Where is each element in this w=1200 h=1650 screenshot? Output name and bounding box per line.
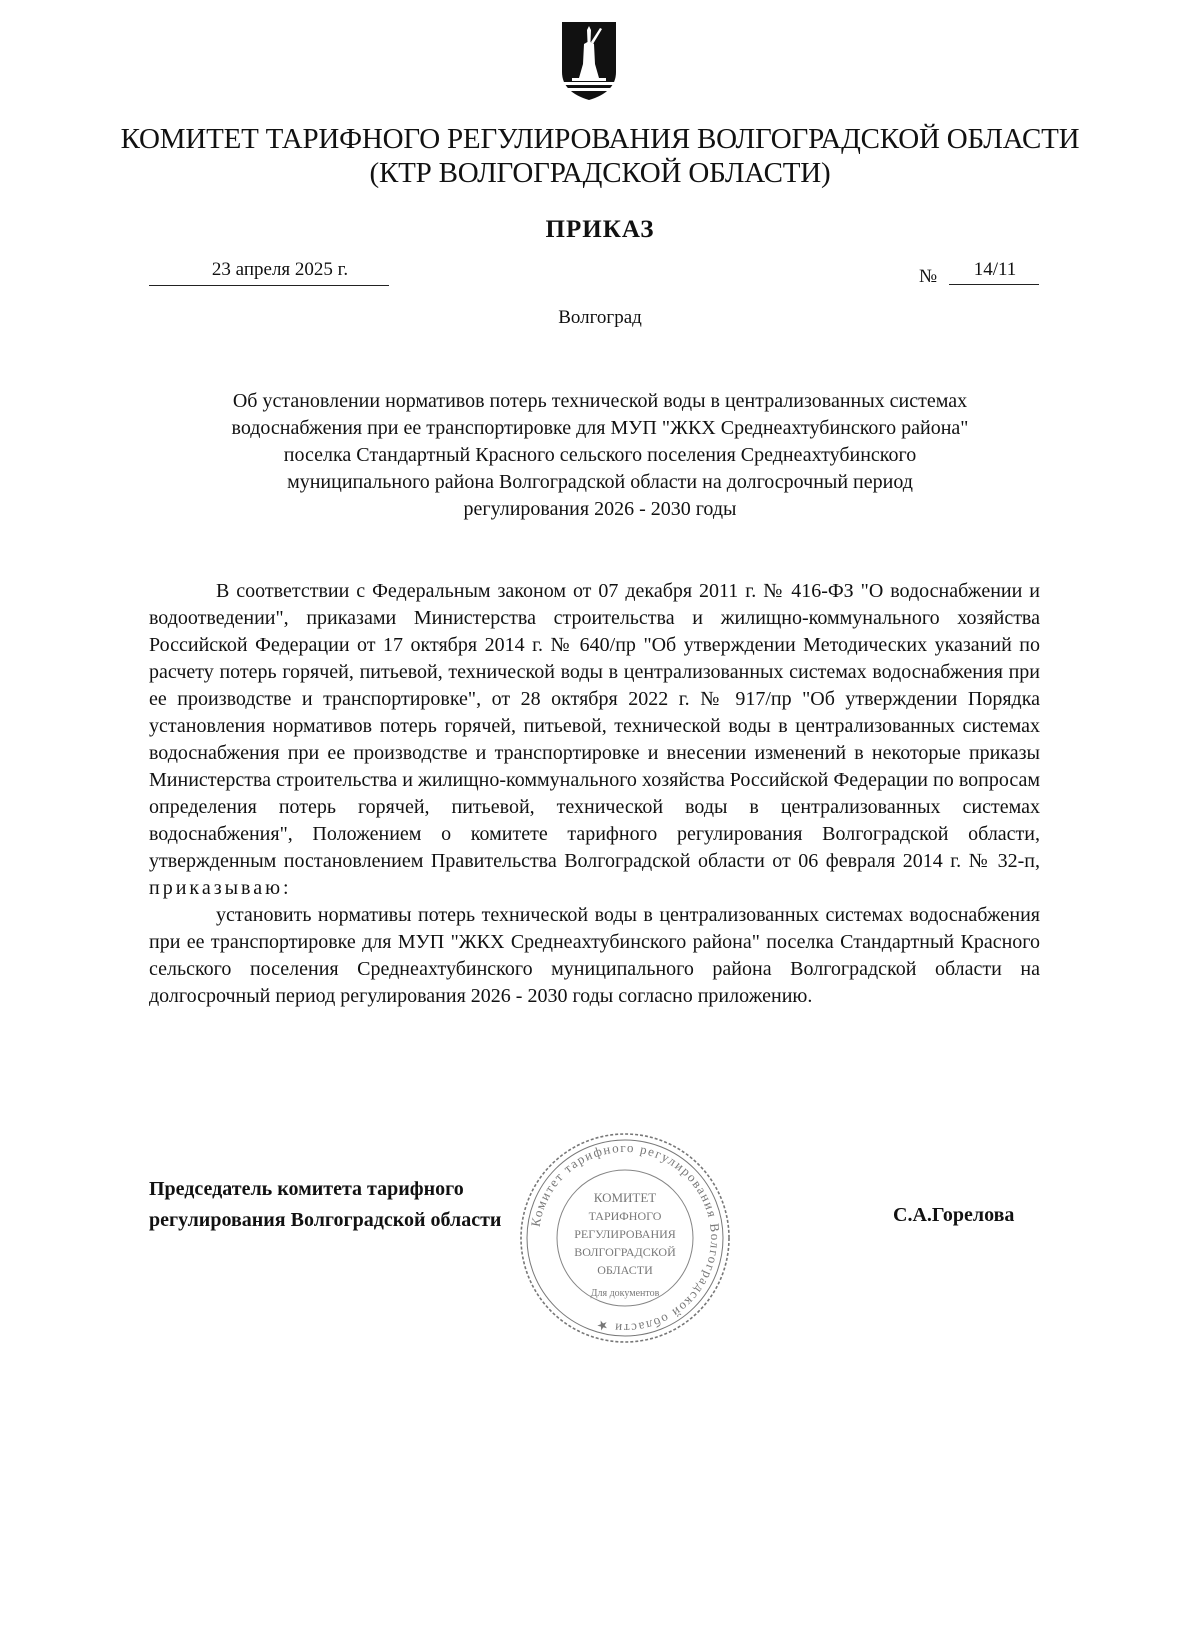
- stamp-inner-line: КОМИТЕТ: [593, 1190, 657, 1205]
- number-underline: [949, 284, 1039, 285]
- organization-short-name: (КТР ВОЛГОГРАДСКОЙ ОБЛАСТИ): [369, 157, 831, 189]
- date-underline: [149, 285, 389, 286]
- city: Волгоград: [558, 307, 642, 328]
- operative-paragraph: установить нормативы потерь технической воды в централизованных системах водоснабжения при ее транспортировке для МУП "ЖКХ Среднеахтубинского района" поселка Стандартный Красного сельского поселения Среднеахтубинского муниципального района Волгоградской области на долгосрочный период регулирования 2026 - 2030 годы согласно приложению.: [149, 904, 1040, 1007]
- signer-name: С.А.Горелова: [893, 1204, 1015, 1226]
- order-title: [140, 388, 1060, 523]
- signer-position: [149, 1174, 501, 1236]
- stamp-inner-line: ТАРИФНОГО: [588, 1209, 662, 1223]
- order-date-field: [149, 258, 389, 286]
- signer-position-line: регулирования Волгоградской области: [149, 1209, 502, 1231]
- title-line: поселка Стандартный Красного сельского поселения Среднеахтубинского: [283, 444, 917, 466]
- number-sign: №: [919, 266, 938, 287]
- document-type: ПРИКАЗ: [545, 216, 655, 243]
- title-line: водоснабжения при ее транспортировке для МУП "ЖКХ Среднеахтубинского района": [231, 417, 969, 439]
- preamble-text: В соответствии с Федеральным законом от 07 декабря 2011 г. № 416-ФЗ "О водоснабжении и водоотведении", приказами Министерства строительства и жилищно-коммунального хозяйства Российской Федерации от 17 октября 2014 г. № 640/пр "Об утверждении Методических указаний по расчету потерь горячей, питьевой, технической воды в централизованных системах водоснабжения при ее производстве и транспортировке", от 28 октября 2022 г. № 917/пр "Об утверждении Порядка установления нормативов потерь горячей, питьевой, технической воды в централизованных системах водоснабжения при ее производстве и транспортировке и внесении изменений в некоторые приказы Министерства строительства и жилищно-коммунального хозяйства Российской Федерации по вопросам определения потерь горячей, питьевой, технической воды в централизованных системах водоснабжения", Положением о комитете тарифного регулирования Волгоградской области, утвержденным постановлением Правительства Волгоградской области от 06 февраля 2014 г. № 32-п,: [149, 580, 1040, 872]
- title-line: Об установлении нормативов потерь технической воды в централизованных системах: [232, 390, 968, 412]
- volgograd-emblem-icon: [556, 20, 622, 102]
- signer-position-line: Председатель комитета тарифного: [149, 1178, 464, 1200]
- order-number: 14/11: [973, 259, 1017, 280]
- order-body: [149, 578, 1040, 1010]
- stamp-outer-text: Комитет тарифного регулирования Волгоградской области ★: [527, 1139, 724, 1337]
- title-line: муниципального района Волгоградской области на долгосрочный период: [287, 471, 913, 493]
- stamp-bottom-text: Для документов: [590, 1288, 660, 1299]
- preamble-paragraph: [149, 578, 1040, 902]
- order-word: приказываю:: [149, 877, 292, 899]
- stamp-inner-line: ВОЛГОГРАДСКОЙ: [574, 1245, 676, 1259]
- stamp-inner-line: РЕГУЛИРОВАНИЯ: [574, 1227, 676, 1241]
- organization-name: КОМИТЕТ ТАРИФНОГО РЕГУЛИРОВАНИЯ ВОЛГОГРАДСКОЙ ОБЛАСТИ: [120, 123, 1080, 155]
- official-stamp: [515, 1128, 735, 1348]
- order-date: 23 апреля 2025 г.: [211, 259, 349, 280]
- title-line: регулирования 2026 - 2030 годы: [463, 498, 737, 520]
- stamp-inner-line: ОБЛАСТИ: [597, 1263, 653, 1277]
